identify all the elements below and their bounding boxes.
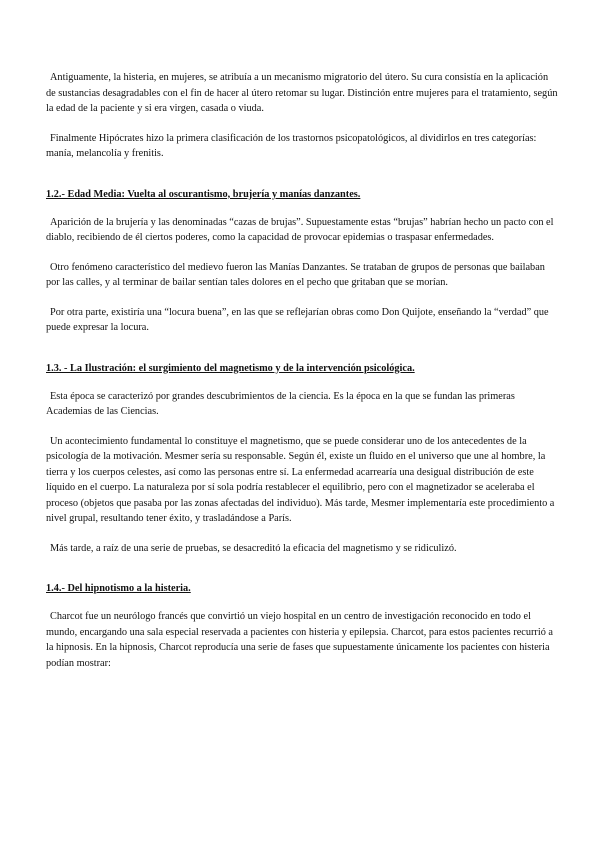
paragraph-ciencia: Esta época se caracterizó por grandes descubrimientos de la ciencia. Es la época en la que se fundan las primeras Academias de las Ciencias.	[46, 390, 515, 417]
paragraph-charcot: Charcot fue un neurólogo francés que convirtió un viejo hospital en un centro de investigación reconocido en todo el mundo, encargando una sala especial reservada a pacientes con histeria y epilepsia. Charcot, para estos pacientes recurrió a la hipnosis. En la hipnosis, Charcot reproducía una serie de fases que supuestamente únicamente los pacientes con histeria podían mostrar:	[46, 611, 553, 669]
paragraph-magnetismo: Un acontecimiento fundamental lo constituye el magnetismo, que se puede considerar uno de los antecedentes de la psicología de la motivación. Mesmer sería su responsable. Según él, existe un fluido en el universo que une al hombre, la tierra y los cuerpos celestes, así como las personas entre sí. La enfermedad acarrearía una desigual distribución de este líquido en el cuerpo. La naturaleza por sí sola podría restablecer el equilibrio, pero con el magnetizador se aceleraba el proceso (objetos que pasaba por las zonas afectadas del individuo). Más tarde, Mesmer implementaría este procedimiento a nivel grupal, resultando tener éxito, y trasladándose a París.	[46, 435, 555, 524]
paragraph-locura-buena: Por otra parte, existiría una “locura buena”, en las que se reflejarían obras como Don Quijote, enseñando la “verdad” que puede expresar la locura.	[46, 306, 549, 333]
paragraph-histeria: Antiguamente, la histeria, en mujeres, se atribuía a un mecanismo migratorio del útero. Su cura consistía en la aplicación de sustancias desagradables con el fin de hacer al útero retomar su lugar. Distinción entre mujeres para el tratamiento, según la edad de la paciente y si era virgen, casada o viuda.	[46, 72, 558, 114]
paragraph-desacredito: Más tarde, a raíz de una serie de pruebas, se desacreditó la eficacia del magnetismo y se ridiculizó.	[50, 542, 457, 554]
section-heading-hipnotismo: 1.4.- Del hipnotismo a la histeria.	[46, 583, 191, 594]
paragraph-hipocrates: Finalmente Hipócrates hizo la primera clasificación de los trastornos psicopatológicos, al dividirlos en tres categorías: manía, melancolía y frenitis.	[46, 132, 537, 159]
section-heading-ilustracion: 1.3. - La Ilustración: el surgimiento del magnetismo y de la intervención psicológica.	[46, 362, 415, 374]
section-heading-edad-media: 1.2.- Edad Media: Vuelta al oscurantismo, brujería y manías danzantes.	[46, 188, 361, 200]
paragraph-manias-danzantes: Otro fenómeno característico del medievo fueron las Manías Danzantes. Se trataban de grupos de personas que bailaban por las calles, y al terminar de bailar sentían tales dolores en el pecho que gritaban que se morían.	[46, 261, 545, 288]
document-body	[46, 70, 558, 685]
paragraph-brujeria: Aparición de la brujería y las denominadas “cazas de brujas”. Supuestamente estas “brujas” habrían hecho un pacto con el diablo, recibiendo de él ciertos poderes, como la capacidad de provocar epidemias o traspasar enfermedades.	[46, 216, 554, 243]
